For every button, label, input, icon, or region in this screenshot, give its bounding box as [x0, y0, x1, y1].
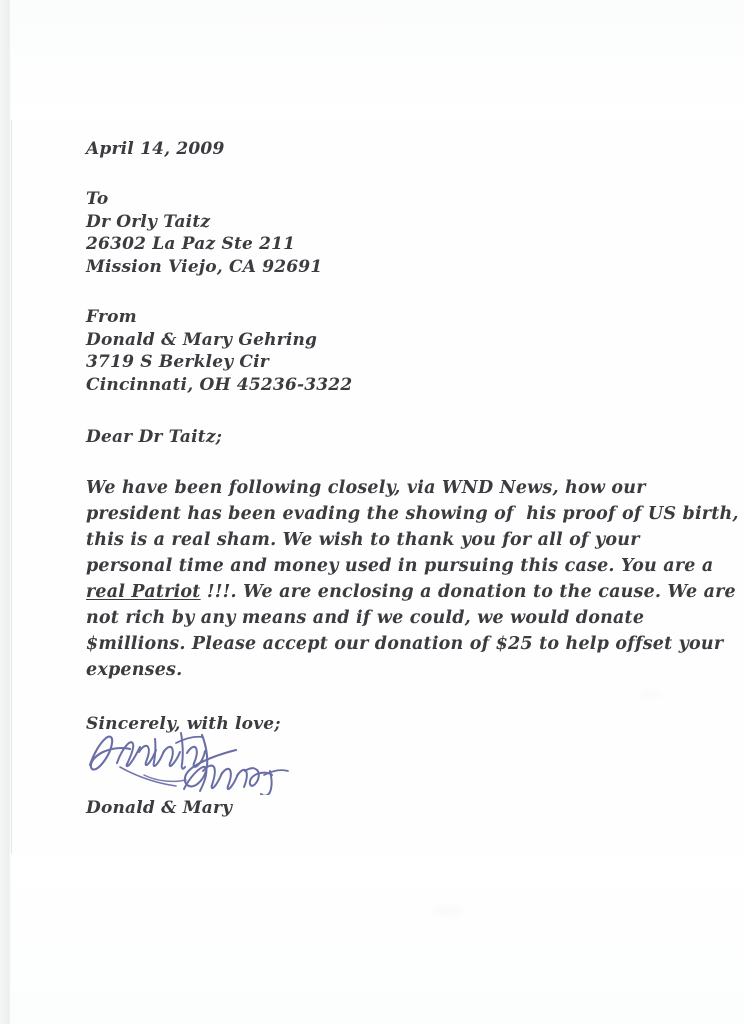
body-line: expenses. [86, 660, 183, 680]
recipient-street: 26302 La Paz Ste 211 [86, 234, 296, 254]
letter-content [86, 138, 739, 819]
recipient-city-state-zip: Mission Viejo, CA 92691 [86, 256, 323, 277]
sender-city-state-zip: Cincinnati, OH 45236-3322 [86, 374, 353, 395]
body-line: not rich by any means and if we could, we would donate [86, 608, 645, 628]
recipient-name: Dr Orly Taitz [86, 211, 211, 232]
body-line: $millions. Please accept our donation of $25 to help offset your [86, 634, 724, 654]
sender-label: From [86, 307, 137, 327]
signoff-block [86, 797, 686, 819]
recipient-address-block [86, 188, 686, 278]
salutation-block [86, 426, 686, 448]
sender-name: Donald & Mary Gehring [86, 329, 318, 350]
scan-smudge-b [430, 905, 464, 916]
underlined-phrase: real Patriot [86, 582, 201, 602]
letter-date-block [86, 138, 686, 160]
body-line: this is a real sham. We wish to thank you for all of your [86, 530, 640, 550]
letter-date: April 14, 2009 [86, 139, 225, 159]
scan-edge-artifact-left [0, 0, 11, 1024]
scan-tint-top [11, 0, 744, 120]
sender-address-block [86, 306, 686, 396]
emphasis-line-remainder: !!!. We are enclosing a donation to the cause. We are [200, 582, 736, 602]
body-line-emphasized [86, 579, 736, 605]
closing-text: Sincerely, with love; [86, 714, 281, 734]
body-line: president has been evading the showing of his proof of US birth, [86, 504, 739, 524]
recipient-label: To [86, 189, 109, 209]
salutation-text: Dear Dr Taitz; [86, 427, 223, 447]
letter-body-paragraph [86, 475, 739, 683]
body-line: personal time and money used in pursuing this case. You are a [86, 556, 714, 576]
closing-block [86, 713, 686, 819]
sender-street: 3719 S Berkley Cir [86, 352, 269, 372]
body-line: We have been following closely, via WND News, how our [86, 478, 646, 498]
signature-area [86, 735, 686, 797]
signoff-name: Donald & Mary [86, 798, 233, 818]
scan-tint-bottom [11, 854, 744, 1024]
